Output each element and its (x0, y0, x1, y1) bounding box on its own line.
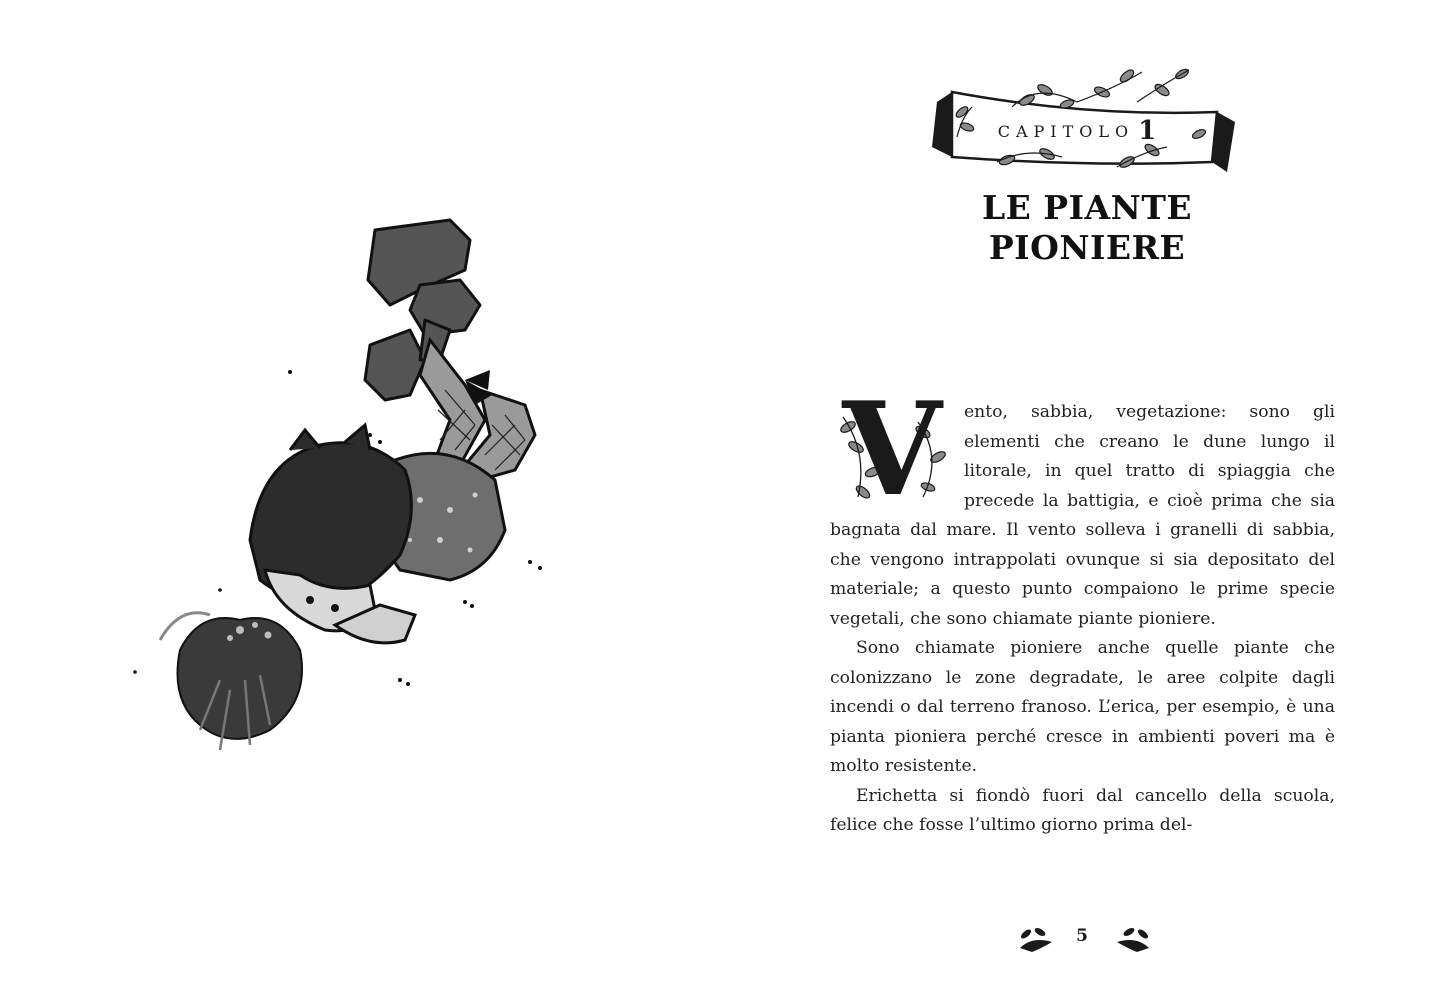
chapter-title-line2: PIONIERE (988, 228, 1186, 267)
paragraph-1-text: ento, sabbia, vegetazione: sono gli elementi che creano le dune lungo il litorale, in quel tratto di spiaggia che precede la battigia, e cioè prima che sia bagnata dal mare. Il vento solleva i granelli di sabbia, che vengono intrappolati ovunque si sia depositato del materiale; a questo punto compaiono le prime specie vegetali, che sono chiamate piante pioniere. (830, 402, 1335, 629)
right-page (722, 0, 1445, 1008)
paragraph-1 (830, 375, 1335, 634)
paragraph-3: Erichetta si fiondò fuori dal cancello della scuola, felice che fosse l’ultimo giorno prima del- (830, 785, 1335, 835)
dropcap-letter: V (842, 375, 942, 525)
chapter-title (902, 188, 1272, 268)
chapter-number: 1 (1138, 116, 1157, 146)
page-number: 5 (1076, 926, 1088, 946)
paragraph-2: Sono chiamate pioniere anche quelle piante che colonizzano le zone degradate, le aree colpite dagli incendi o dal terreno franoso. L’erica, per esempio, è una pianta pioniera perché cresce in ambienti poveri ma è molto resistente. (830, 638, 1335, 776)
chapter-title-line1: LE PIANTE (981, 188, 1193, 227)
body-text (830, 375, 1335, 841)
left-page (0, 0, 722, 1008)
dropcap (828, 375, 956, 525)
girl-illustration-icon (120, 210, 580, 770)
chapter-label (967, 116, 1187, 146)
chapter-label-text: CAPITOLO (997, 122, 1135, 141)
